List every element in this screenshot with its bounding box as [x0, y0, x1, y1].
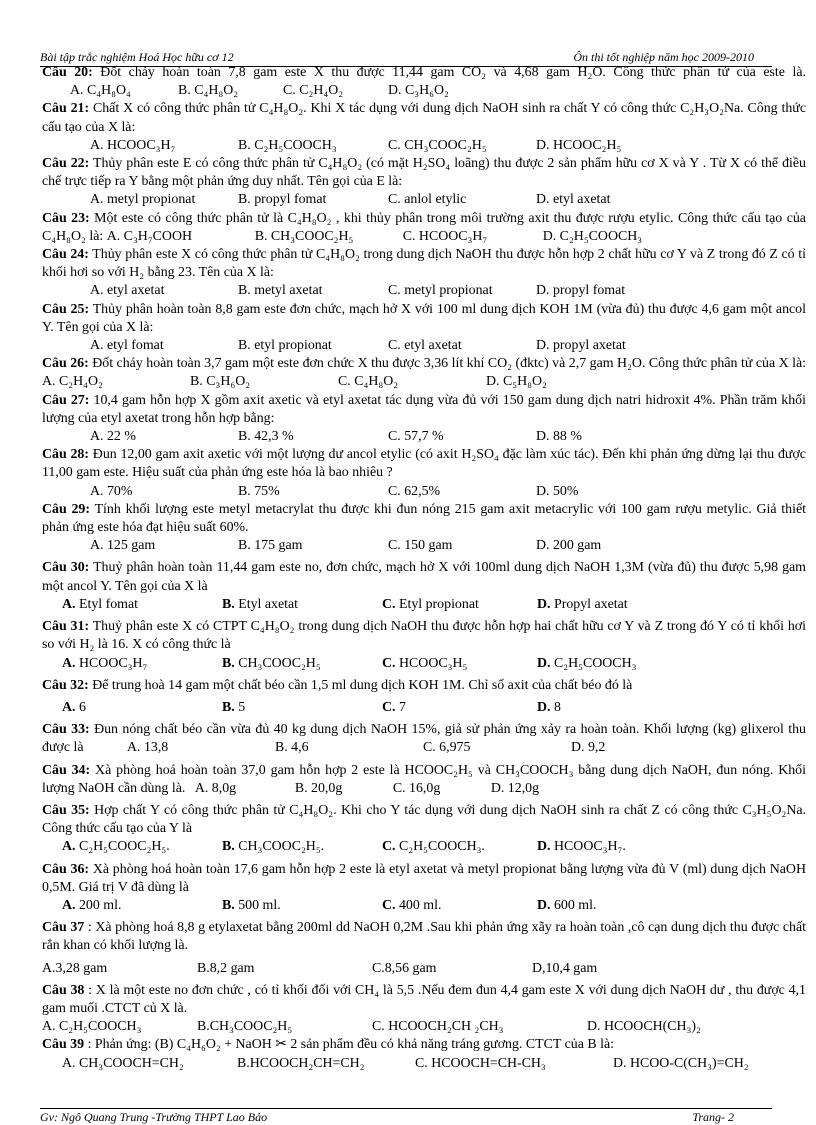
- options-38: A. C₂H₅COOCH₃ B.CH₃COOC₂H₅ C. HCOOCH₂CH ₂CH₃ D. HCOOCH(CH₃)₂: [42, 1019, 701, 1035]
- options-27: A. 22 % B. 42,3 % C. 57,7 % D. 88 %: [90, 429, 582, 445]
- question-22: Câu 22: Thủy phân este E có công thức phân tử C₄H₈O₂ (có mặt H₂SO₄ loãng) thu được 2 sản phẩm hữu cơ X và Y . Từ X có thể điều chế trực tiếp ra Y bằng một phản ứng duy nhất. Tên gọi của E là:: [42, 156, 806, 190]
- question-32: Câu 32: Để trung hoà 14 gam một chất béo cần 1,5 ml dung dịch KOH 1M. Chỉ số axit của chất béo đó là: [42, 677, 633, 693]
- footer-left: Gv: Ngô Quang Trung -Trường THPT Lao Bảo: [40, 1110, 268, 1124]
- options-36: A. 200 ml. B. 500 ml. C. 400 ml. D. 600 ml.: [62, 897, 597, 913]
- options-29: A. 125 gam B. 175 gam C. 150 gam D. 200 gam: [90, 538, 602, 554]
- question-26: Câu 26: Đốt cháy hoàn toàn 3,7 gam một este đơn chức X thu được 3,36 lít khí CO₂ (đktc) và 2,7 gam H₂O. Công thức phân tử của X là: A. C₂H₄O₂ B. C₃H₆O₂ C. C₄H₈O₂ D. C₅H₈O₂: [42, 356, 806, 390]
- question-31: Câu 31: Thuỷ phân este X có CTPT C₄H₈O₂ trong dung dịch NaOH thu được hỗn hợp hai chất hữu cơ Y và Z trong đó Y có tỉ khối hơi so với H₂ là 16. X có công thức là: [42, 619, 806, 653]
- question-23: Câu 23: Một este có công thức phân tử là C₄H₈O₂ , khi thủy phân trong môi trường axit thu được rượu etylic. Công thức cấu tạo của C₄H₈O₂ là: A. C₃H₇COOH B. CH₃COOC₂H₅ C. HCOOC₃H₇ D. C₂H₅COOCH₃: [42, 210, 806, 244]
- options-35: A. C₂H₅COOC₂H₅. B. CH₃COOC₂H₅. C. C₂H₅COOCH₃. D. HCOOC₃H₇.: [62, 839, 626, 855]
- options-30: A. Etyl fomat B. Etyl axetat C. Etyl propionat D. Propyl axetat: [62, 596, 628, 612]
- question-20: Câu 20: Đốt cháy hoàn toàn 7,8 gam este X thu được 11,44 gam CO₂ và 4,68 gam H₂O. Công thức phân tử của este là. A. C₄H₈O₄ B. C₄H₈O₂ C. C₂H₄O₂ D. C₃H₆O₂: [42, 65, 806, 99]
- question-27: Câu 27: 10,4 gam hỗn hợp X gồm axit axetic và etyl axetat tác dụng vừa đủ với 150 gam dung dịch natri hidroxit 4%. Phần trăm khối lượng của etyl axetat trong hỗn hợp bằng:: [42, 392, 806, 426]
- question-29: Câu 29: Tính khối lượng este metyl metacrylat thu được khi đun nóng 215 gam axit metacrylic với 100 gam rượu metylic. Giả thiết phản ứng este hóa đạt hiệu suất 60%.: [42, 501, 806, 536]
- question-38: Câu 38 : X là một este no đơn chức , có tỉ khối đối với CH₄ là 5,5 .Nếu đem đun 4,4 gam este X với dung dịch NaOH dư , thu được 4,1 gam muối .CTCT củ X là.: [42, 982, 806, 1016]
- question-25: Câu 25: Thủy phân hoàn toàn 8,8 gam este đơn chức, mạch hở X với 100 ml dung dịch KOH 1M (vừa đủ) thu được 4,6 gam một ancol Y. Tên gọi của X là:: [42, 301, 806, 335]
- question-30: Câu 30: Thuỷ phân hoàn toàn 11,44 gam este no, đơn chức, mạch hở X với 100ml dung dịch NaOH 1,3M (vừa đủ) thu được 5,98 gam một ancol Y. Tên gọi của X là: [42, 560, 806, 594]
- header-left: Bài tập trắc nghiệm Hoá Học hữu cơ 12: [40, 50, 234, 64]
- options-31: A. HCOOC₃H₇ B. CH₃COOC₂H₅ C. HCOOC₃H₅ D. C₂H₅COOCH₃: [62, 655, 637, 671]
- question-36: Câu 36: Xà phòng hoá hoàn toàn 17,6 gam hỗn hợp 2 este là etyl axetat và metyl propionat bằng lượng vừa đủ V (ml) dung dịch NaOH 0,5M. Giá trị V đã dùng là: [42, 861, 806, 895]
- question-28: Câu 28: Đun 12,00 gam axit axetic với một lượng dư ancol etylic (có axit H₂SO₄ đặc làm xúc tác). Đến khi phản ứng dừng lại thu được 11,00 gam este. Hiệu suất của phản ứng este hóa là bao nhiêu ?: [42, 447, 806, 481]
- options-32: A. 6 B. 5 C. 7 D. 8: [62, 699, 561, 715]
- header-right: Ôn thi tốt nghiệp năm học 2009-2010: [573, 50, 754, 64]
- options-37: A.3,28 gam B.8,2 gam C.8,56 gam D,10,4 gam: [42, 960, 598, 976]
- options-21: A. HCOOC₃H₇ B. C₂H₅COOCH₃ C. CH₃COOC₂H₅ D. HCOOC₂H₅: [90, 137, 622, 153]
- options-39: A. CH₃COOCH=CH₂ B.HCOOCH₂CH=CH₂ C. HCOOCH=CH-CH₃ D. HCOO-C(CH₃)=CH₂: [62, 1055, 749, 1071]
- options-22: A. metyl propionat B. propyl fomat C. anlol etylic D. etyl axetat: [90, 192, 611, 208]
- question-34: Câu 34: Xà phòng hoá hoàn toàn 37,0 gam hỗn hợp 2 este là HCOOC₂H₅ và CH₃COOCH₃ bằng dung dịch NaOH, đun nóng. Khối lượng NaOH cần dùng là. A. 8,0g B. 20,0g C. 16,0g D. 12,0g: [42, 762, 806, 796]
- question-24: Câu 24: Thủy phân este X có công thức phân tử C₄H₈O₂ trong dung dịch NaOH thu được hỗn hợp 2 chất hữu cơ Y và Z trong đó Z có tỉ khối hơi so với H₂ bằng 23. Tên của X là:: [42, 247, 806, 281]
- options-24: A. etyl axetat B. metyl axetat C. metyl propionat D. propyl fomat: [90, 283, 626, 299]
- page-footer: [40, 1108, 772, 1124]
- question-33: Câu 33: Đun nóng chất béo cần vừa đủ 40 kg dung dịch NaOH 15%, giả sử phản ứng xảy ra hoàn toàn. Khối lượng (kg) glixerol thu được là A. 13,8 B. 4,6 C. 6,975 D. 9,2: [42, 722, 806, 756]
- page-number: Trang- 2: [692, 1110, 734, 1124]
- options-28: A. 70% B. 75% C. 62,5% D. 50%: [90, 483, 579, 499]
- options-25: A. etyl fomat B. etyl propionat C. etyl axetat D. propyl axetat: [90, 338, 626, 354]
- question-37: Câu 37 : Xà phòng hoá 8,8 g etylaxetat bằng 200ml dd NaOH 0,2M .Sau khi phản ứng xãy ra hoàn toàn ,cô cạn dung dịch thu được chất rắn khan có khối lượng là.: [42, 920, 806, 954]
- document-body: [42, 64, 806, 1073]
- question-39: Câu 39 : Phản ứng: (B) C₄H₆O₂ + NaOH ✂ 2 sản phẩm đều có khả năng tráng gương. CTCT của B là:: [42, 1037, 614, 1053]
- question-35: Câu 35: Hợp chất Y có công thức phân tử C₄H₈O₂. Khi cho Y tác dụng với dung dịch NaOH sinh ra chất Z có công thức C₃H₅O₂Na. Công thức cấu tạo của Y là: [42, 802, 806, 837]
- question-21: Câu 21: Chất X có công thức phân tử C₄H₈O₂. Khi X tác dụng với dung dịch NaOH sinh ra chất Y có công thức C₂H₃O₂Na. Công thức cấu tạo của X là:: [42, 101, 806, 135]
